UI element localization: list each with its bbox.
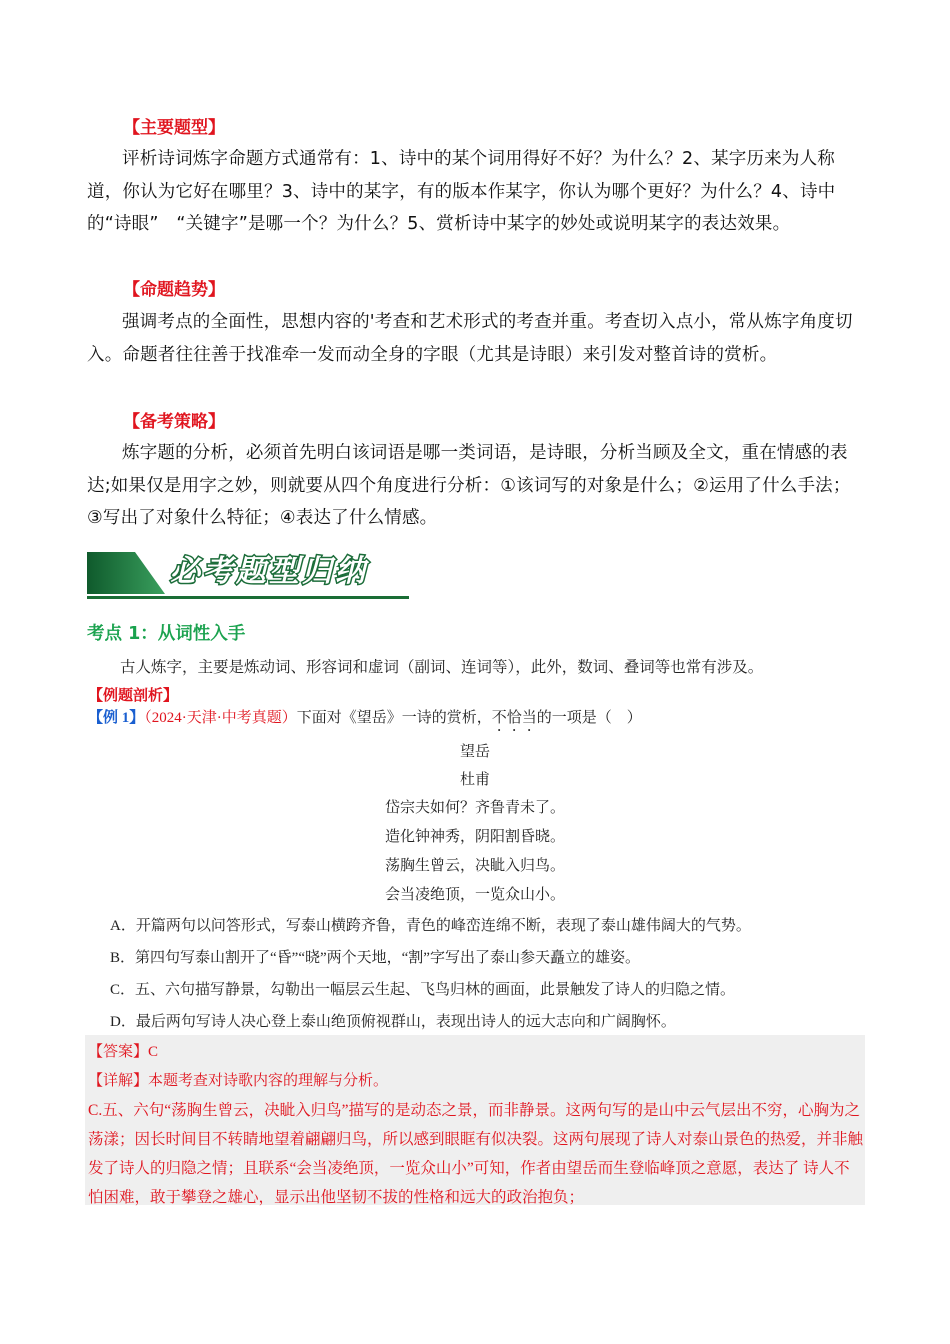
- answer-label: 【答案】C: [88, 1044, 159, 1060]
- option-b: B．第四句写泰山割开了“昏”“晓”两个天地，“割”字写出了泰山参天矗立的雄姿。: [110, 950, 640, 966]
- option-a: A．开篇两句以问答形式，写泰山横跨齐鲁，青色的峰峦连绵不断，表现了泰山雄伟阔大的气势。: [110, 918, 751, 934]
- section-heading-strategy: 【备考策略】: [123, 412, 225, 432]
- kaodian-title: 考点 1：从词性入手: [87, 624, 246, 644]
- question-emphasis: 不恰当: [491, 710, 537, 726]
- option-d: D．最后两句写诗人决心登上泰山绝顶俯视群山，表现出诗人的远大志向和广阔胸怀。: [110, 1014, 676, 1030]
- example-source: （2024·天津·中考真题）: [144, 710, 297, 726]
- detail-text: C.五、六句“荡胸生曾云，决眦入归鸟”描写的是动态之景，而非静景。这两句写的是山中云气层出不穷，心胸为之荡漾；因长时间目不转睛地望着翩翩归鸟，所以感到眼眶有似决裂。这两句展现了诗人对泰山景色的热爱，并非触发了诗人的归隐之情；且联系“会当凌绝顶，一览众山小”可知，作者由望岳而生登临峰顶之意愿，表达了 诗人不怕困难，敢于攀登之雄心，显示出他坚韧不拔的性格和远大的政治抱负；: [88, 1102, 864, 1206]
- banner-title: 必考题型归纳: [170, 554, 368, 589]
- example-section-label: 【例题剖析】: [88, 686, 179, 704]
- kaodian-intro: 古人炼字，主要是炼动词、形容词和虚词（副词、连词等），此外，数词、叠词等也常有涉及。: [120, 659, 764, 676]
- section-heading-trend: 【命题趋势】: [123, 280, 225, 300]
- poem-line: 造化钟神秀，阴阳割昏晓。: [384, 829, 565, 845]
- example-question: [88, 706, 642, 735]
- section-heading-types: 【主要题型】: [123, 118, 225, 138]
- types-paragraph: 评析诗词炼字命题方式通常有：1、诗中的某个词用得好不好？为什么？2、某字历来为人称道，你认为它好在哪里？3、诗中的某字，有的版本作某字，你认为哪个更好？为什么？4、诗中的“诗眼” “关键字”是哪一个？为什么？5、赏析诗中某字的妙处或说明某字的表达效果。: [87, 149, 836, 234]
- trend-paragraph: 强调考点的全面性，思想内容的'考查和艺术形式的考查并重。考查切入点小，常从炼字角度切入。命题者往往善于找准牵一发而动全身的字眼（尤其是诗眼）来引发对整首诗的赏析。: [87, 312, 853, 365]
- poem-line: 会当凌绝顶，一览众山小。: [384, 887, 565, 903]
- detail-label: 【详解】本题考查对诗歌内容的理解与分析。: [88, 1073, 389, 1089]
- poem-title: 望岳: [459, 744, 490, 760]
- poem-author: 杜甫: [459, 772, 490, 788]
- poem-line: 荡胸生曾云，决眦入归鸟。: [384, 858, 565, 874]
- poem-line: 岱宗夫如何？齐鲁青未了。: [384, 800, 565, 816]
- strategy-paragraph: 炼字题的分析，必须首先明白该词语是哪一类词语，是诗眼，分析当顾及全文，重在情感的表达;如果仅是用字之妙，则就要从四个角度进行分析：①该词写的对象是什么；②运用了什么手法；③写出了对象什么特征；④表达了什么情感。: [87, 443, 851, 528]
- question-post: 的一项是（ ）: [536, 710, 642, 726]
- example-tag: 【例 1】: [88, 710, 145, 726]
- question-pre: 下面对《望岳》一诗的赏析，: [296, 710, 492, 726]
- option-c: C．五、六句描写静景，勾勒出一幅层云生起、飞鸟归林的画面，此景触发了诗人的归隐之情。: [110, 982, 736, 998]
